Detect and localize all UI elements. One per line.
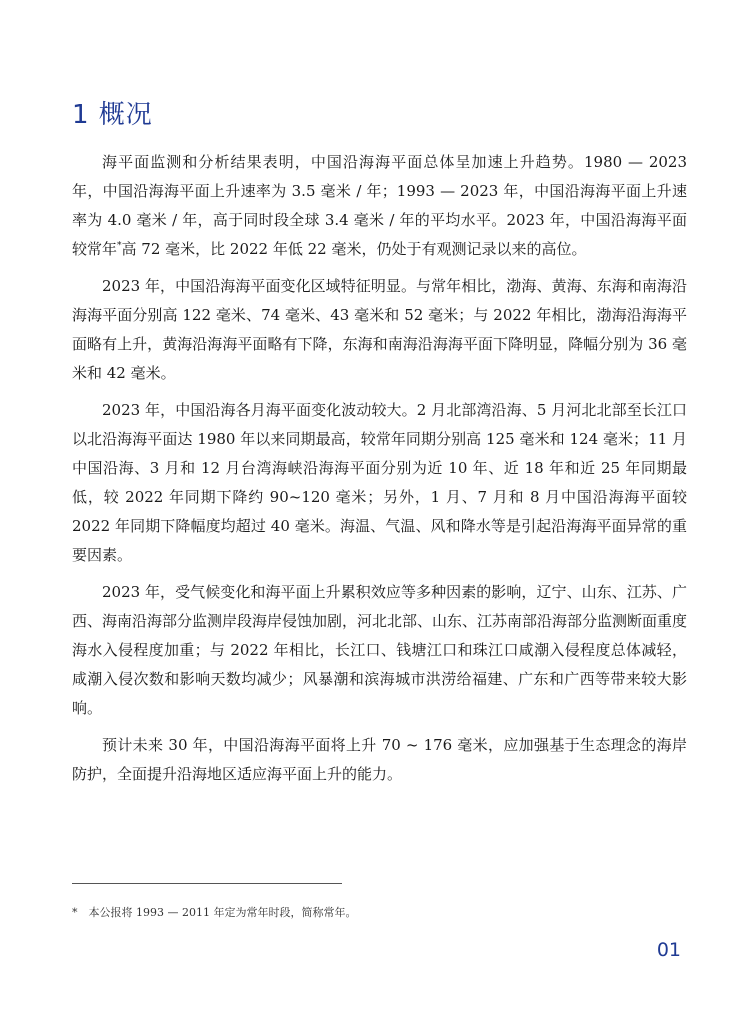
body-text [72, 148, 687, 797]
paragraph-coastal-impacts: 2023 年，受气候变化和海平面上升累积效应等多种因素的影响，辽宁、山东、江苏、广西、海南沿海部分监测岸段海岸侵蚀加剧，河北北部、山东、江苏南部沿海部分监测断面重度海水入侵程度加重；与 2022 年相比，长江口、钱塘江口和珠江口咸潮入侵程度总体减轻，咸潮入侵次数和影响天数均减少；风暴潮和滨海城市洪涝给福建、广东和广西等带来较大影响。 [72, 583, 688, 717]
section-heading: 1 概况 [72, 100, 153, 130]
footnote: * 本公报将 1993 — 2011 年定为常年时段，简称常年。 [72, 906, 357, 919]
paragraph-regional-change: 2023 年，中国沿海海平面变化区域特征明显。与常年相比，渤海、黄海、东海和南海沿海海平面分别高 122 毫米、74 毫米、43 毫米和 52 毫米；与 2022 年相比，渤海沿海海平面略有上升，黄海沿海海平面略有下降，东海和南海沿海海平面下降明显，降幅分别为 36 毫米和 42 毫米。 [72, 277, 687, 382]
footnote-mark[interactable]: * [117, 241, 122, 251]
paragraph-text: 高 72 毫米，比 2022 年低 22 毫米，仍处于有观测记录以来的高位。 [121, 240, 587, 258]
paragraph-monthly-change: 2023 年，中国沿海各月海平面变化波动较大。2 月北部湾沿海、5 月河北北部至长江口以北沿海海平面达 1980 年以来同期最高，较常年同期分别高 125 毫米和 124 毫米；11 月中国沿海、3 月和 12 月台湾海峡沿海海平面分别为近 10 年、近 18 年和近 25 年同期最低，较 2022 年同期下降约 90~120 毫米；另外，1 月、7 月和 8 月中国沿海海平面较 2022 年同期下降幅度均超过 40 毫米。海温、气温、风和降水等是引起沿海海平面异常的重要因素。 [72, 401, 687, 564]
paragraph-text: 海平面监测和分析结果表明，中国沿海海平面总体呈加速上升趋势。1980 — 2023 年，中国沿海海平面上升速率为 3.5 毫米 / 年；1993 — 2023 年，中国沿海海平面上升速率为 4.0 毫米 / 年，高于同时段全球 3.4 毫米 / 年的平均水平。2023 年，中国沿海海平面较常年 [72, 153, 687, 258]
page-number: 01 [656, 939, 681, 961]
footnote-divider [72, 883, 342, 884]
paragraph-sea-level-trend [72, 148, 687, 264]
paragraph-projection: 预计未来 30 年，中国沿海海平面将上升 70 ~ 176 毫米，应加强基于生态理念的海岸防护，全面提升沿海地区适应海平面上升的能力。 [72, 736, 687, 783]
